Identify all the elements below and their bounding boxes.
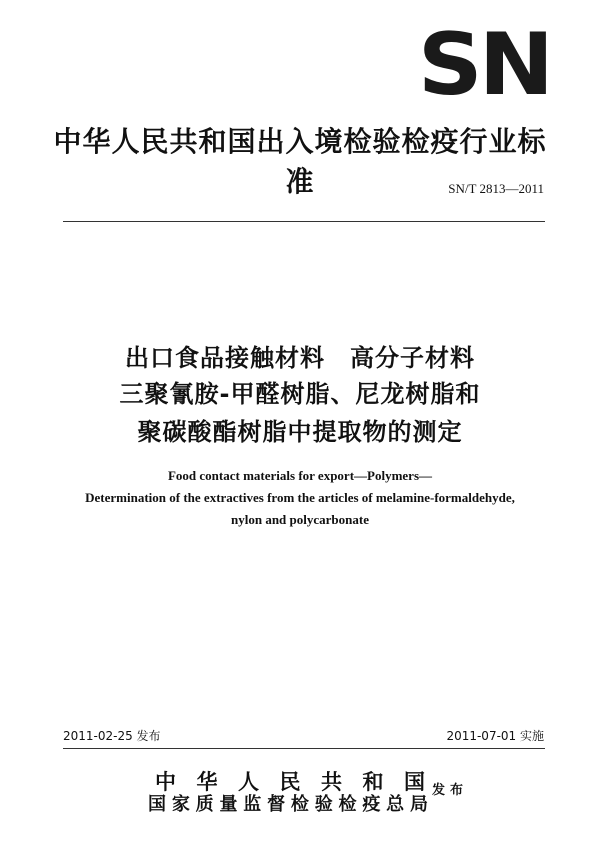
bottom-divider [63, 748, 545, 749]
issuer-country: 中华人民共和国 [155, 769, 425, 794]
publish-label: 发布 [432, 783, 469, 798]
top-divider [63, 221, 545, 222]
sn-logo: SN [417, 15, 550, 115]
english-title-line-2: Determination of the extractives from the articles of melamine-formaldehyde, [85, 490, 515, 505]
chinese-title-line-1: 出口食品接触材料 高分子材料 [125, 344, 475, 372]
issuer-agency: 国家质量监督检验检疫总局 [148, 794, 428, 815]
standard-number: SN/T 2813—2011 [448, 181, 544, 196]
english-title-line-1: Food contact materials for export—Polymers— [167, 468, 433, 483]
implementation-date: 2011-07-01 实施 [446, 729, 544, 743]
chinese-title-line-2: 三聚氰胺-甲醛树脂、尼龙树脂和 [119, 380, 481, 408]
industry-standard-title: 中华人民共和国出入境检验检疫行业标准 [53, 125, 547, 198]
chinese-title-line-3: 聚碳酸酯树脂中提取物的测定 [137, 418, 463, 446]
issue-date: 2011-02-25 发布 [63, 729, 161, 743]
english-title-line-3: nylon and polycarbonate [231, 512, 369, 527]
